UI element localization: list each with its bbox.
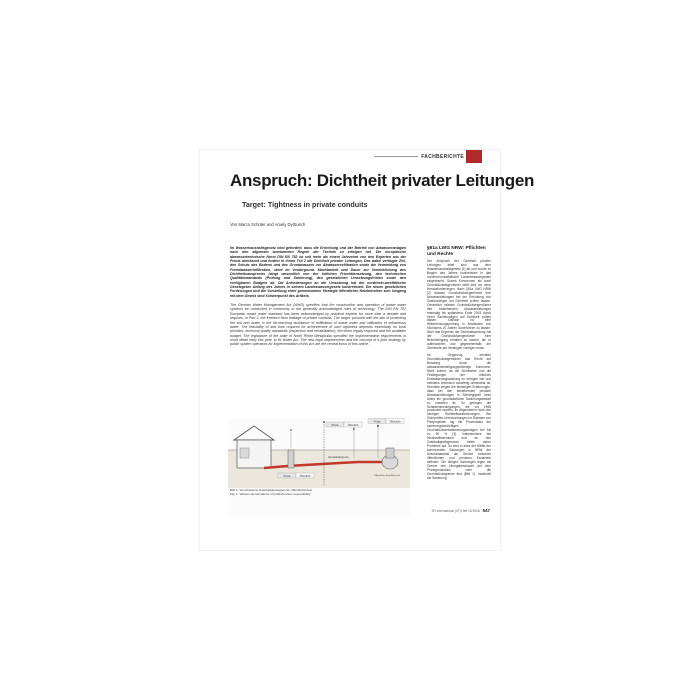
article-authors: Von Marco Schüter und Amely Dyrbusch	[230, 222, 306, 227]
body-heading: §61a LWG NRW: Pflichten und Rechte	[427, 246, 486, 257]
body-column	[427, 246, 491, 484]
label-public: Öffentlich	[299, 474, 311, 478]
abstract-english: The German Water Management Act (WHG) specifies that the construction and operation of waste water systems be conducted in conformity to the generally acknowledged rules of technology. The DIN EN 752 European waste water standard has been acknowledged by practical experts for more than a decade and requires, in Part 2, the freedom from leakage of private conduits. The target, pursued with the aim of protecting the soil and water, is the far-reaching avoidance of exfiltration of waste water and infiltration of extraneous water. The feasibility of and time required for achievement of such tightness depends essentially on local priorities, technical quality standards (inspection and rehabilitation), the times legally imposed and the available budget. The legislature of the state of North Rhine-Westphalia specified the implementation requirements in more detail early this year, in its Water Act. The new legal requirements and the concept of a joint strategy by public system operators for implementation of this Act are the central focus of this article.	[230, 303, 406, 347]
label-private: Privat	[283, 474, 291, 478]
section-rule	[374, 156, 418, 157]
journal-reference: 3R international (47) Heft 10/2008	[431, 508, 480, 513]
label-boundary: Grundstücksgrenze	[328, 456, 349, 459]
diagram-svg	[228, 418, 410, 488]
caption-german: Bild 1: Verschiedene Zuständigkeitsgrenzen öffentlich/privat	[230, 488, 312, 492]
abstract-column	[230, 246, 406, 352]
section-label: FACHBERICHTE	[421, 153, 464, 160]
marker-b: B	[322, 420, 326, 424]
figure-caption	[230, 488, 406, 496]
label-public: Öffentlich	[389, 420, 401, 424]
marker-d: D	[376, 424, 380, 428]
section-header	[374, 150, 482, 163]
article-title: Anspruch: Dichtheit privater Leitungen	[230, 171, 535, 190]
label-private: Privat	[331, 423, 339, 427]
label-private: Privat	[373, 420, 381, 424]
figure-responsibility-diagram	[228, 418, 410, 516]
section-color-block	[466, 150, 482, 163]
marker-a: A	[289, 428, 293, 432]
page-footer	[432, 508, 490, 513]
body-paragraph: Der Anspruch der Dichtheit privater Leitungen leitet sich aus dem Wasserhaushaltsgesetz [1] ab und wurde zu Beginn des Jahres konkretisiert in das nordrhein-westfälische Landeswassergesetz eingebracht. Soweit Kommunen als auch Grundstückseigentümer stellt dies vor neue Herausforderungen. Nach §61a LWG NRW [2] müssen Grundstückseigentümer ihre Abwasserleitungen bei der Errichtung von Sachkundigen auf Dichtheit prüfen lassen. Gesetzlich müssen Grundstückseigentümer ihre bestehenden Abwasserleitungen erstmalig bis spätestens Ende 2015 durch einen Sachkundigen auf Dichtheit prüfen lassen. Danach ist eine Wiederholungsprüfung in Abständen von höchstens 20 Jahren durchführen zu lassen. Über das Ergebnis der Dichtheitsprüfung hat der Grundstückseigentümer eine Bescheinigung erhalten zu lassen, die er aufbewahren und gegebenenfalls der Gemeinde auf Verlangen vorlegen muss.	[427, 259, 491, 351]
caption-english: Fig. 1: Various demarcations of public/private responsibility	[230, 492, 311, 497]
inspection-chamber	[288, 450, 294, 468]
marker-c: C	[352, 427, 356, 431]
magazine-page	[200, 150, 535, 550]
page-number: 547	[482, 508, 490, 513]
abstract-german: Im Wasserhaushaltsgesetz wird gefordert, dass die Errichtung und der Betrieb von Abwasseranlagen nach den allgemein anerkannten Regeln der Technik zu erfolgen hat. Die europäische abwassertechnische Norm DIN EN 752 ist seit mehr als einem Jahrzehnt von den Experten aus der Praxis anerkannt und fordert in ihrem Teil 2 die Dichtheit privater Leitungen. Das dabei verfolgte Ziel, den Schutz des Bodens und des Grundwassers vor Abwasserexfiltration sowie die Vermeidung von Fremdwasserinfiltration, steht im Vordergrund. Machbarkeit und Dauer zur Verwirklichung des Dichtheitsanspruchs hängt wesentlich von der örtlichen Prioritätensetzung, den technischen Qualitätsstandards (Prüfung und Sanierung), den gesetzlichen Umsetzungsfristen sowie den verfügbaren Budgets ab. Die Anforderungen an die Umsetzung hat der nordrhein-westfälische Gesetzgeber Anfang des Jahres in seinem Landeswassergesetz konkretisiert. Die neuen gesetzlichen Forderungen und die Vorstellung einer gemeinsamen Strategie öffentlicher Netzbetreiber zum Umgang mit dem Gesetz sind Schwerpunkt des Artikels.	[230, 246, 406, 298]
label-public: Öffentlich	[347, 423, 359, 427]
article-subtitle: Target: Tightness in private conduits	[242, 200, 368, 209]
house-icon	[234, 426, 274, 468]
body-paragraph: Im Gegenzug erhalten Grundstückseigentümer das Recht auf Beratung durch die abwasserbeseitigungspflichtige Kommune. Nicht zuletzt, da die Sichtweise und die Festlegungen der örtlichen Entwässerungssatzung zu erfolgen hat und meistens technisch schwierig umsetzbar ist. Überdies zeigen die bisherigen Erfahrungen, dass bei den bestehenden privaten Abwasserleitungen in Abhängigkeit ihres Alters ein grundsätzlicher Sanierungsbedarf zu erwarten ist. So geringen die Schadensbedingungen, die vor 1965 produziert wurden, im Allgemeinen nicht den heutigen Dichtheitsanforderungen. Bei Sichtprüfen-Untersuchungen im Rahmen von Pilotprojekten lag die Prozentsatz der sanierungsbedürftigen Grundstücksentwässerungsanlagen bei bis zu 90 % [3]. Insbesondere bei Werkstoffwechseln und an den Zuständigkeitsgrenzen treten daher Probleme auf. So wird in etwa der Hälfte der kommunalen Satzungen in NRW der Anschlusskanal als Grenze zwischen öffentlichem und privatem Kanalnetz definiert. Die übrigen Satzungen legen als Grenze den Übergabeschacht auf dem Privatgrundstück oder die Grundstücksgrenze fest (Bild 1). Inwieweit die Sanierung	[427, 353, 491, 480]
sewer-shaft	[386, 448, 394, 458]
label-sewer: Öffentlicher Kanal/Schacht	[374, 475, 400, 477]
